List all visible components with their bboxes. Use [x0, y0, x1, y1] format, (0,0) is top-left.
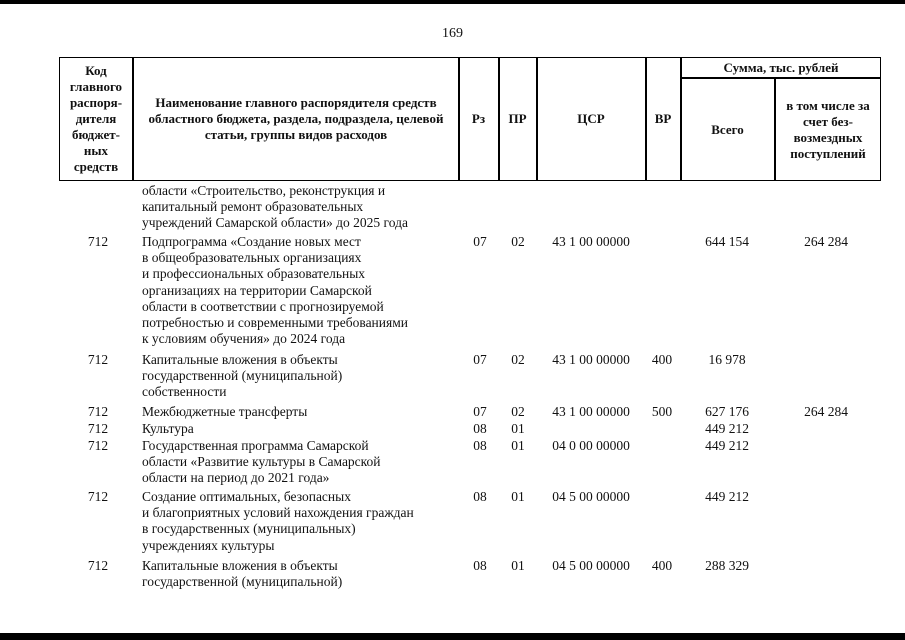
cell-csr: 43 1 00 00000: [552, 352, 630, 367]
cell-name: Капитальные вложения в объекты государственной (муниципальной) собственности: [142, 352, 343, 400]
cell-pr: 02: [511, 234, 525, 249]
cell-code: 712: [87, 404, 109, 419]
cell-rz: 07: [473, 352, 487, 367]
col-pr-header: ПР: [508, 111, 527, 126]
col-code-header: Код главного распоря-дителя бюджет-ных средств: [69, 63, 123, 174]
cell-pr: 01: [511, 421, 525, 436]
cell-rz: 07: [473, 404, 487, 419]
col-csr-header: ЦСР: [577, 111, 605, 126]
cell-total: 288 329: [705, 558, 749, 573]
cell-name: Капитальные вложения в объекты государственной (муниципальной): [142, 558, 343, 590]
cell-code: 712: [87, 438, 109, 453]
cell-pr: 01: [511, 438, 525, 453]
cell-vr: 400: [651, 352, 673, 367]
cell-rz: 08: [473, 438, 487, 453]
cell-pr: 02: [511, 352, 525, 367]
cell-name: Подпрограмма «Создание новых мест в общеобразовательных организациях и профессиональных образовательных организациях на территории Самарской области в соответствии с прогнозируемой потребностью и современными требованиями к условиям обучения» до 2024 года: [142, 234, 408, 347]
page-number: 169: [442, 26, 463, 41]
bottom-scan-border: [0, 633, 905, 640]
cell-rz: 08: [473, 489, 487, 504]
cell-total: 16 978: [708, 352, 746, 367]
cell-csr: 04 5 00 00000: [552, 558, 630, 573]
cell-name: Создание оптимальных, безопасных и благоприятных условий нахождения граждан в государственных (муниципальных) учреждениях культуры: [142, 489, 414, 553]
cell-rz: 08: [473, 558, 487, 573]
cell-csr: 43 1 00 00000: [552, 234, 630, 249]
cell-name: Межбюджетные трансферты: [142, 404, 308, 419]
top-scan-border: [0, 0, 905, 4]
cell-name: области «Строительство, реконструкция и капитальный ремонт образовательных учреждений Самарской области» до 2025 года: [142, 183, 408, 231]
col-total-header: Всего: [711, 121, 744, 137]
cell-vr: 400: [651, 558, 673, 573]
cell-code: 712: [87, 352, 109, 367]
cell-code: 712: [87, 421, 109, 436]
cell-total: 449 212: [705, 421, 749, 436]
col-sum-header: Сумма, тыс. рублей: [723, 59, 839, 75]
cell-incl: 264 284: [804, 404, 848, 419]
cell-csr: 43 1 00 00000: [552, 404, 630, 419]
cell-csr: 04 0 00 00000: [552, 438, 630, 453]
col-rz-header: Рз: [471, 111, 486, 126]
cell-total: 627 176: [705, 404, 749, 419]
cell-name: Государственная программа Самарской области «Развитие культуры в Самарской области на период до 2021 года»: [142, 438, 381, 486]
cell-name: Культура: [142, 421, 194, 436]
cell-incl: 264 284: [804, 234, 848, 249]
col-name-header: Наименование главного распорядителя средств областного бюджета, раздела, подраздела, целевой статьи, группы видов расходов: [148, 95, 444, 142]
cell-csr: 04 5 00 00000: [552, 489, 630, 504]
cell-pr: 01: [511, 558, 525, 573]
cell-total: 644 154: [705, 234, 749, 249]
col-incl-header: в том числе за счет без-возмездных поступлений: [786, 97, 870, 161]
cell-pr: 01: [511, 489, 525, 504]
cell-code: 712: [87, 489, 109, 504]
cell-rz: 08: [473, 421, 487, 436]
cell-total: 449 212: [705, 489, 749, 504]
cell-code: 712: [87, 234, 109, 249]
cell-code: 712: [87, 558, 109, 573]
cell-total: 449 212: [705, 438, 749, 453]
cell-rz: 07: [473, 234, 487, 249]
cell-pr: 02: [511, 404, 525, 419]
cell-vr: 500: [651, 404, 673, 419]
col-vr-header: ВР: [654, 111, 672, 126]
